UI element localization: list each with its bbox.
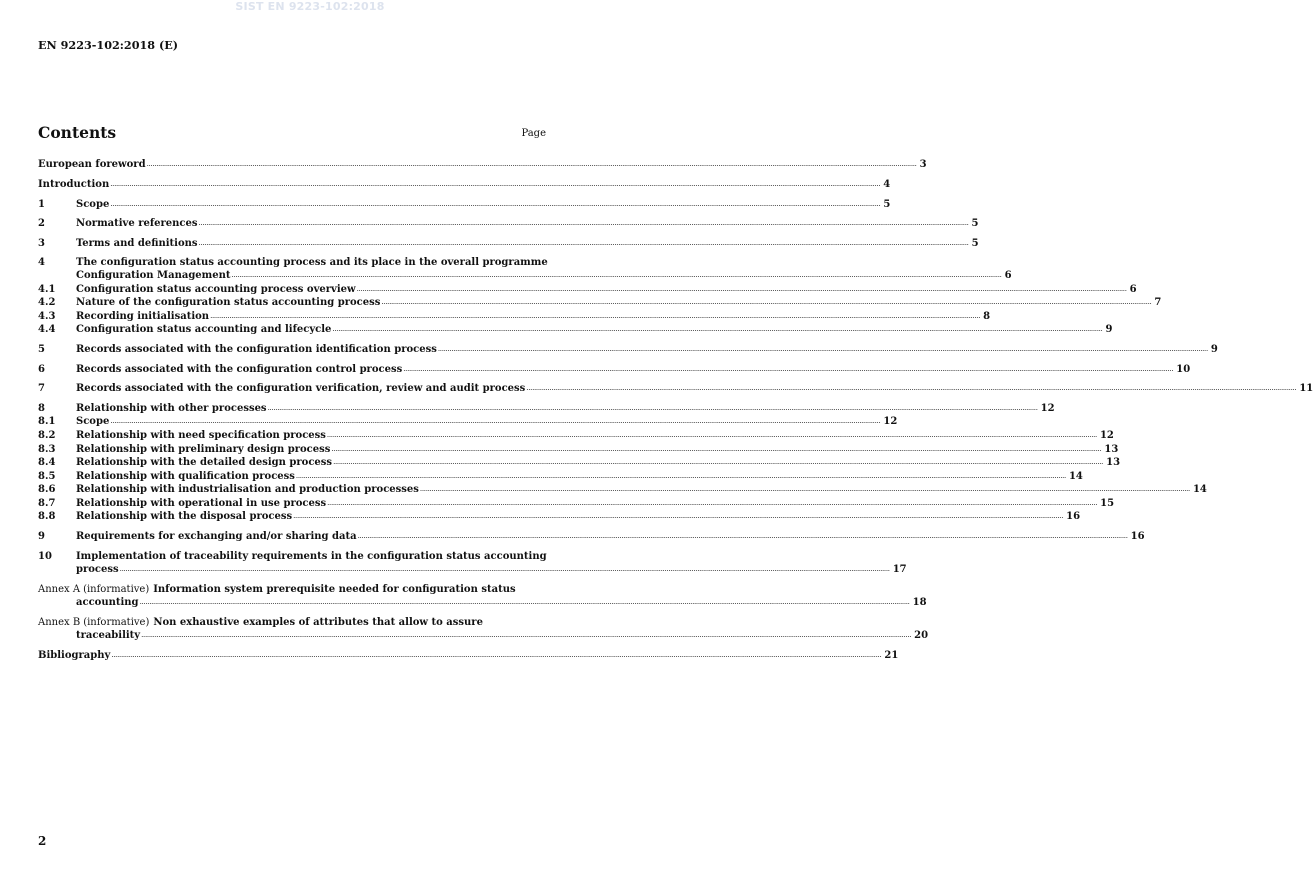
toc-entry-title: Configuration Management bbox=[76, 270, 231, 281]
toc-leader-dots: ................................................................................................................................................................................................................................................................................................................................................................................................................ bbox=[139, 598, 910, 606]
toc-entry-number: 8 bbox=[38, 403, 45, 414]
toc-entry[interactable] bbox=[76, 629, 929, 642]
toc-entry-title: Relationship with operational in use process bbox=[76, 498, 327, 509]
toc-entry-number: 7 bbox=[38, 383, 45, 394]
toc-entry[interactable] bbox=[38, 198, 891, 211]
toc-leader-dots: ................................................................................................................................................................................................................................................................................................................................................................................................................ bbox=[110, 180, 881, 188]
toc-entry-title: Recording initialisation bbox=[76, 311, 210, 322]
toc-entry[interactable] bbox=[38, 415, 898, 428]
toc-entry-number: 4.3 bbox=[38, 311, 56, 322]
toc-entry-page: 14 bbox=[1068, 471, 1083, 482]
toc-entry-first-line[interactable] bbox=[38, 583, 546, 596]
toc-entry-number: Annex B bbox=[38, 617, 81, 628]
toc-entry[interactable] bbox=[38, 456, 1121, 469]
toc-entry-page: 5 bbox=[883, 199, 891, 210]
toc-entry[interactable] bbox=[38, 443, 1119, 456]
toc-entry-title: Relationship with industrialisation and production processes bbox=[76, 484, 419, 495]
toc-entry[interactable] bbox=[38, 382, 1313, 395]
toc-entry-number: 8.4 bbox=[38, 457, 56, 468]
toc-entry-title: Records associated with the configuration verification, review and audit process bbox=[76, 383, 526, 394]
toc-entry[interactable] bbox=[38, 483, 1207, 496]
toc-entry[interactable] bbox=[38, 178, 891, 191]
toc-leader-dots: ................................................................................................................................................................................................................................................................................................................................................................................................................ bbox=[146, 160, 917, 168]
toc-entry-number: 8.8 bbox=[38, 511, 56, 522]
toc-entry[interactable] bbox=[38, 402, 1055, 415]
toc-entry-title: Bibliography bbox=[38, 650, 111, 661]
toc-entry-page: 17 bbox=[892, 564, 907, 575]
toc-leader-dots: ................................................................................................................................................................................................................................................................................................................................................................................................................ bbox=[356, 285, 1127, 293]
toc-entry-title: Relationship with need specification process bbox=[76, 430, 326, 441]
toc-entry-title: Relationship with preliminary design process bbox=[76, 444, 331, 455]
toc-entry-title: process bbox=[76, 564, 119, 575]
document-id: EN 9223-102:2018 (E) bbox=[38, 38, 179, 52]
toc-leader-dots: ................................................................................................................................................................................................................................................................................................................................................................................................................ bbox=[332, 325, 1103, 333]
toc-entry-page: 5 bbox=[971, 218, 979, 229]
toc-entry-page: 6 bbox=[1129, 284, 1137, 295]
toc-entry-page: 7 bbox=[1154, 297, 1162, 308]
page-number: 2 bbox=[38, 834, 47, 848]
toc-leader-dots: ................................................................................................................................................................................................................................................................................................................................................................................................................ bbox=[327, 499, 1098, 507]
toc-entry[interactable] bbox=[38, 470, 1083, 483]
toc-entry-title: Relationship with other processes bbox=[76, 403, 267, 414]
toc-leader-dots: ................................................................................................................................................................................................................................................................................................................................................................................................................ bbox=[210, 312, 981, 320]
toc-entry[interactable] bbox=[38, 510, 1081, 523]
toc-leader-dots: ................................................................................................................................................................................................................................................................................................................................................................................................................ bbox=[198, 239, 969, 247]
toc-entry[interactable] bbox=[38, 429, 1114, 442]
toc-entry-title-line1: The configuration status accounting process and its place in the overall programme bbox=[76, 257, 548, 268]
toc-entry-number: 10 bbox=[38, 551, 52, 562]
toc-entry-page: 12 bbox=[1099, 430, 1114, 441]
toc-leader-dots: ................................................................................................................................................................................................................................................................................................................................................................................................................ bbox=[293, 512, 1064, 520]
toc-leader-dots: ................................................................................................................................................................................................................................................................................................................................................................................................................ bbox=[326, 431, 1097, 439]
toc-entry-number: 4.2 bbox=[38, 297, 56, 308]
toc-entry-page: 8 bbox=[983, 311, 991, 322]
toc-leader-dots: ................................................................................................................................................................................................................................................................................................................................................................................................................ bbox=[331, 445, 1102, 453]
toc-entry-number: 8.1 bbox=[38, 416, 56, 427]
toc-entry-title: Relationship with the detailed design process bbox=[76, 457, 333, 468]
toc-leader-dots: ................................................................................................................................................................................................................................................................................................................................................................................................................ bbox=[333, 458, 1104, 466]
toc-entry-title: Terms and definitions bbox=[76, 238, 198, 249]
toc-entry[interactable] bbox=[38, 497, 1115, 510]
toc-entry-page: 11 bbox=[1299, 383, 1313, 394]
toc-leader-dots: ................................................................................................................................................................................................................................................................................................................................................................................................................ bbox=[437, 345, 1208, 353]
toc-entry-title: Configuration status accounting and lifecycle bbox=[76, 324, 332, 335]
toc-leader-dots: ................................................................................................................................................................................................................................................................................................................................................................................................................ bbox=[110, 200, 881, 208]
toc-entry-title: Requirements for exchanging and/or sharing data bbox=[76, 531, 357, 542]
toc-entry-title: Scope bbox=[76, 199, 110, 210]
toc-entry-page: 12 bbox=[883, 416, 898, 427]
toc-entry[interactable] bbox=[76, 563, 907, 576]
toc-entry-page: 20 bbox=[914, 630, 929, 641]
toc-entry-title: Normative references bbox=[76, 218, 198, 229]
toc-entry-number: Annex A bbox=[38, 584, 81, 595]
toc-entry[interactable] bbox=[76, 269, 1012, 282]
toc-entry-page: 12 bbox=[1040, 403, 1055, 414]
toc-entry-page: 9 bbox=[1105, 324, 1113, 335]
toc-entry-informative: (informative) bbox=[83, 584, 150, 595]
toc-entry[interactable] bbox=[38, 283, 1137, 296]
toc-entry[interactable] bbox=[38, 296, 1162, 309]
toc-entry-number: 4 bbox=[38, 257, 45, 268]
toc-entry[interactable] bbox=[38, 343, 1218, 356]
toc-entry-title: Relationship with the disposal process bbox=[76, 511, 293, 522]
toc-leader-dots: ................................................................................................................................................................................................................................................................................................................................................................................................................ bbox=[231, 271, 1002, 279]
toc-entry-page: 16 bbox=[1130, 531, 1145, 542]
toc-entry-page: 15 bbox=[1100, 498, 1115, 509]
toc-entry-number: 6 bbox=[38, 364, 45, 375]
toc-entry-title: European foreword bbox=[38, 159, 146, 170]
toc-entry-title: Introduction bbox=[38, 179, 110, 190]
toc-entry-title-line1: Information system prerequisite needed for configuration status bbox=[153, 584, 516, 595]
toc-leader-dots: ................................................................................................................................................................................................................................................................................................................................................................................................................ bbox=[110, 417, 881, 425]
toc-leader-dots: ................................................................................................................................................................................................................................................................................................................................................................................................................ bbox=[267, 404, 1038, 412]
toc-leader-dots: ................................................................................................................................................................................................................................................................................................................................................................................................................ bbox=[295, 472, 1066, 480]
toc-entry[interactable] bbox=[38, 310, 991, 323]
toc-entry[interactable] bbox=[76, 596, 927, 609]
toc-entry-number: 8.6 bbox=[38, 484, 56, 495]
toc-leader-dots: ................................................................................................................................................................................................................................................................................................................................................................................................................ bbox=[403, 365, 1174, 373]
toc-entry-title: Nature of the configuration status accounting process bbox=[76, 297, 381, 308]
toc-leader-dots: ................................................................................................................................................................................................................................................................................................................................................................................................................ bbox=[357, 532, 1128, 540]
toc-entry-number: 8.3 bbox=[38, 444, 56, 455]
contents-title: Contents bbox=[38, 123, 117, 142]
toc-entry-title-line1: Non exhaustive examples of attributes that allow to assure bbox=[153, 617, 483, 628]
toc-leader-dots: ................................................................................................................................................................................................................................................................................................................................................................................................................ bbox=[119, 565, 890, 573]
toc-entry[interactable] bbox=[38, 217, 979, 230]
toc-entry-page: 5 bbox=[971, 238, 979, 249]
toc-entry-title: Records associated with the configuration control process bbox=[76, 364, 403, 375]
toc-leader-dots: ................................................................................................................................................................................................................................................................................................................................................................................................................ bbox=[526, 384, 1297, 392]
toc-entry-number: 1 bbox=[38, 199, 45, 210]
toc-entry[interactable] bbox=[38, 158, 927, 171]
toc-entry-number: 9 bbox=[38, 531, 45, 542]
toc-leader-dots: ................................................................................................................................................................................................................................................................................................................................................................................................................ bbox=[198, 219, 969, 227]
toc-entry-title: Scope bbox=[76, 416, 110, 427]
toc-entry-informative: (informative) bbox=[83, 617, 150, 628]
toc-entry-page: 13 bbox=[1104, 444, 1119, 455]
toc-entry-first-line[interactable] bbox=[38, 550, 546, 563]
toc-entry-page: 9 bbox=[1210, 344, 1218, 355]
page-column-label: Page bbox=[521, 128, 546, 139]
toc-entry-first-line[interactable] bbox=[38, 256, 546, 269]
toc-leader-dots: ................................................................................................................................................................................................................................................................................................................................................................................................................ bbox=[111, 651, 882, 659]
toc-entry-title: Records associated with the configuration identification process bbox=[76, 344, 437, 355]
toc-entry-page: 21 bbox=[884, 650, 899, 661]
toc-entry-page: 3 bbox=[919, 159, 927, 170]
toc-entry-page: 14 bbox=[1192, 484, 1207, 495]
toc-entry-number: 8.7 bbox=[38, 498, 56, 509]
toc-entry-first-line[interactable] bbox=[38, 616, 546, 629]
toc-entry[interactable] bbox=[38, 237, 979, 250]
toc-entry-number: 8.5 bbox=[38, 471, 56, 482]
toc-entry-page: 18 bbox=[912, 597, 927, 608]
toc-entry[interactable] bbox=[38, 530, 1145, 543]
toc-entry-number: 8.2 bbox=[38, 430, 56, 441]
toc-leader-dots: ................................................................................................................................................................................................................................................................................................................................................................................................................ bbox=[141, 631, 912, 639]
toc-entry-number: 5 bbox=[38, 344, 45, 355]
toc-entry-page: 4 bbox=[883, 179, 891, 190]
toc-entry[interactable] bbox=[38, 649, 899, 662]
toc-entry-number: 2 bbox=[38, 218, 45, 229]
toc-entry-page: 6 bbox=[1004, 270, 1012, 281]
toc-entry-title: traceability bbox=[76, 630, 141, 641]
toc-entry-number: 3 bbox=[38, 238, 45, 249]
toc-leader-dots: ................................................................................................................................................................................................................................................................................................................................................................................................................ bbox=[381, 298, 1152, 306]
toc-entry-title: accounting bbox=[76, 597, 139, 608]
toc-entry-page: 10 bbox=[1176, 364, 1191, 375]
toc-entry-page: 13 bbox=[1106, 457, 1121, 468]
toc-leader-dots: ................................................................................................................................................................................................................................................................................................................................................................................................................ bbox=[419, 485, 1190, 493]
toc-entry[interactable] bbox=[38, 363, 1191, 376]
watermark: SIST EN 9223-102:2018 bbox=[235, 0, 385, 13]
toc-entry-title: Configuration status accounting process overview bbox=[76, 284, 356, 295]
toc-entry-page: 16 bbox=[1066, 511, 1081, 522]
toc-entry-number: 4.4 bbox=[38, 324, 56, 335]
toc-entry-title-line1: Implementation of traceability requirements in the configuration status accounting bbox=[76, 551, 547, 562]
toc-entry[interactable] bbox=[38, 323, 1113, 336]
toc-entry-title: Relationship with qualification process bbox=[76, 471, 295, 482]
toc-entry-number: 4.1 bbox=[38, 284, 56, 295]
